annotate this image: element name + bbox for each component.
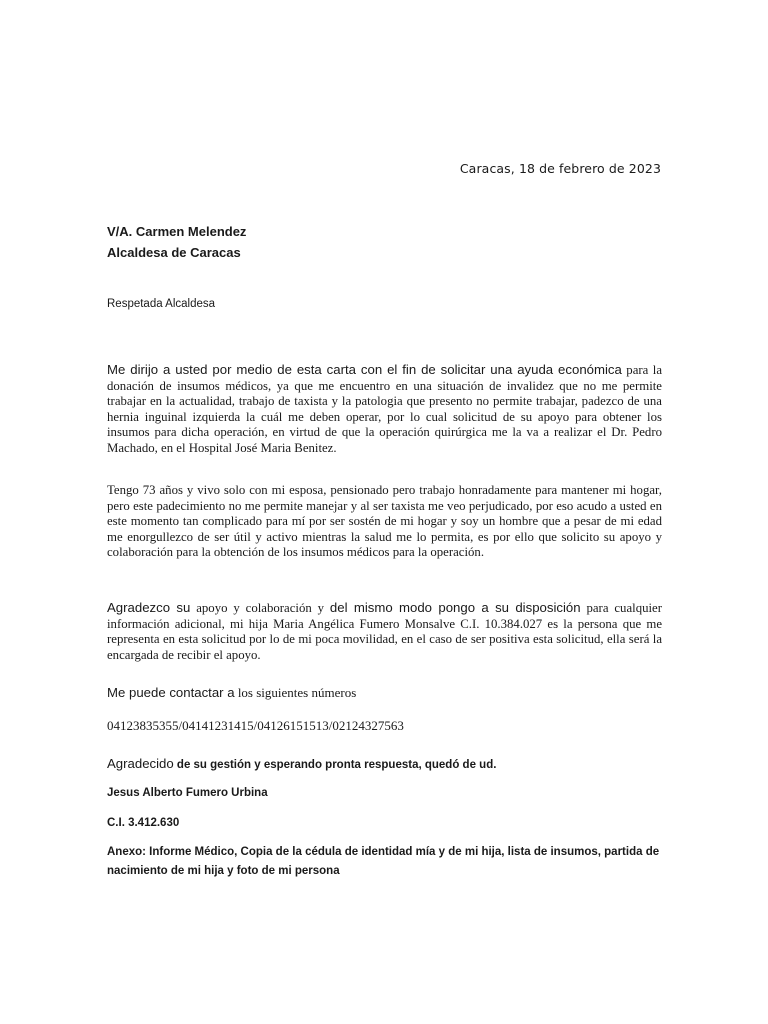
paragraph-gratitude-mid: apoyo y colaboración y <box>190 601 330 615</box>
closing-line-lead: Agradecido <box>107 756 174 771</box>
paragraph-gratitude-mid2: del mismo modo pongo a su disposición <box>329 600 581 615</box>
recipient-title: Alcaldesa de Caracas <box>107 245 241 260</box>
signature-name: Jesus Alberto Fumero Urbina <box>107 787 268 799</box>
phone-numbers: 04123835355/04141231415/04126151513/02124327563 <box>107 718 404 733</box>
annex: Anexo: Informe Médico, Copia de la cédula de identidad mía y de mi hija, lista de insumos, partida de nacimiento de mi hija y foto de mi persona <box>107 846 660 877</box>
paragraph-gratitude-body: para cualquier información adicional, mi hija Maria Angélica Fumero Monsalve C.I. 10.384.027 es la persona que me representa en esta solicitud por lo de mi poca movilidad, en el caso de ser positiva esta solicitud, ella será la encargada de recibir el apoyo. <box>107 601 662 662</box>
contact-line-body: los siguientes números <box>234 685 357 700</box>
contact-line <box>107 684 662 702</box>
paragraph-gratitude-lead: Agradezco su <box>107 600 191 615</box>
closing-line <box>107 755 662 773</box>
paragraph-request-lead: Me dirijo a usted por medio de esta carta con el fin de solicitar una ayuda económica <box>107 362 622 377</box>
letter-date: Caracas, 18 de febrero de 2023 <box>459 161 661 176</box>
greeting: Respetada Alcaldesa <box>107 298 216 310</box>
closing-line-body: de su gestión y esperando pronta respuesta, quedó de ud. <box>173 759 497 771</box>
paragraph-gratitude <box>107 600 662 663</box>
paragraph-request-body: para la donación de insumos médicos, ya que me encuentro en una situación de invalidez que no me permite trabajar en la actualidad, trabajo de taxista y la patologia que presento no permite trabajar, padezco de una hernia inguinal izquierda la cuál me deben operar, por lo cual solicitud de su apoyo para obtener los insumos para dicha operación, en virtud de que la operación quirúrgica me la va a realizar el Dr. Pedro Machado, en el Hospital José Maria Benitez. <box>107 363 663 455</box>
recipient-block <box>107 221 662 263</box>
signature-id: C.I. 3.412.630 <box>107 817 180 829</box>
paragraph-personal-situation: Tengo 73 años y vivo solo con mi esposa, pensionado pero trabajo honradamente para mantener mi hogar, pero este padecimiento no me permite manejar y al ser taxista me veo perjudicado, por eso acudo a usted en este momento tan complicado para mí por ser sostén de mi hogar y soy un hombre que a pesar de mi edad me enorgullezco de ser útil y activo mientras la salud me lo permita, es por ello que solicito su apoyo y colaboración para la obtención de los insumos médicos para la operación. <box>107 483 662 559</box>
recipient-name: V/A. Carmen Melendez <box>107 224 247 239</box>
paragraph-request <box>107 362 662 456</box>
contact-line-lead: Me puede contactar a <box>107 685 235 700</box>
